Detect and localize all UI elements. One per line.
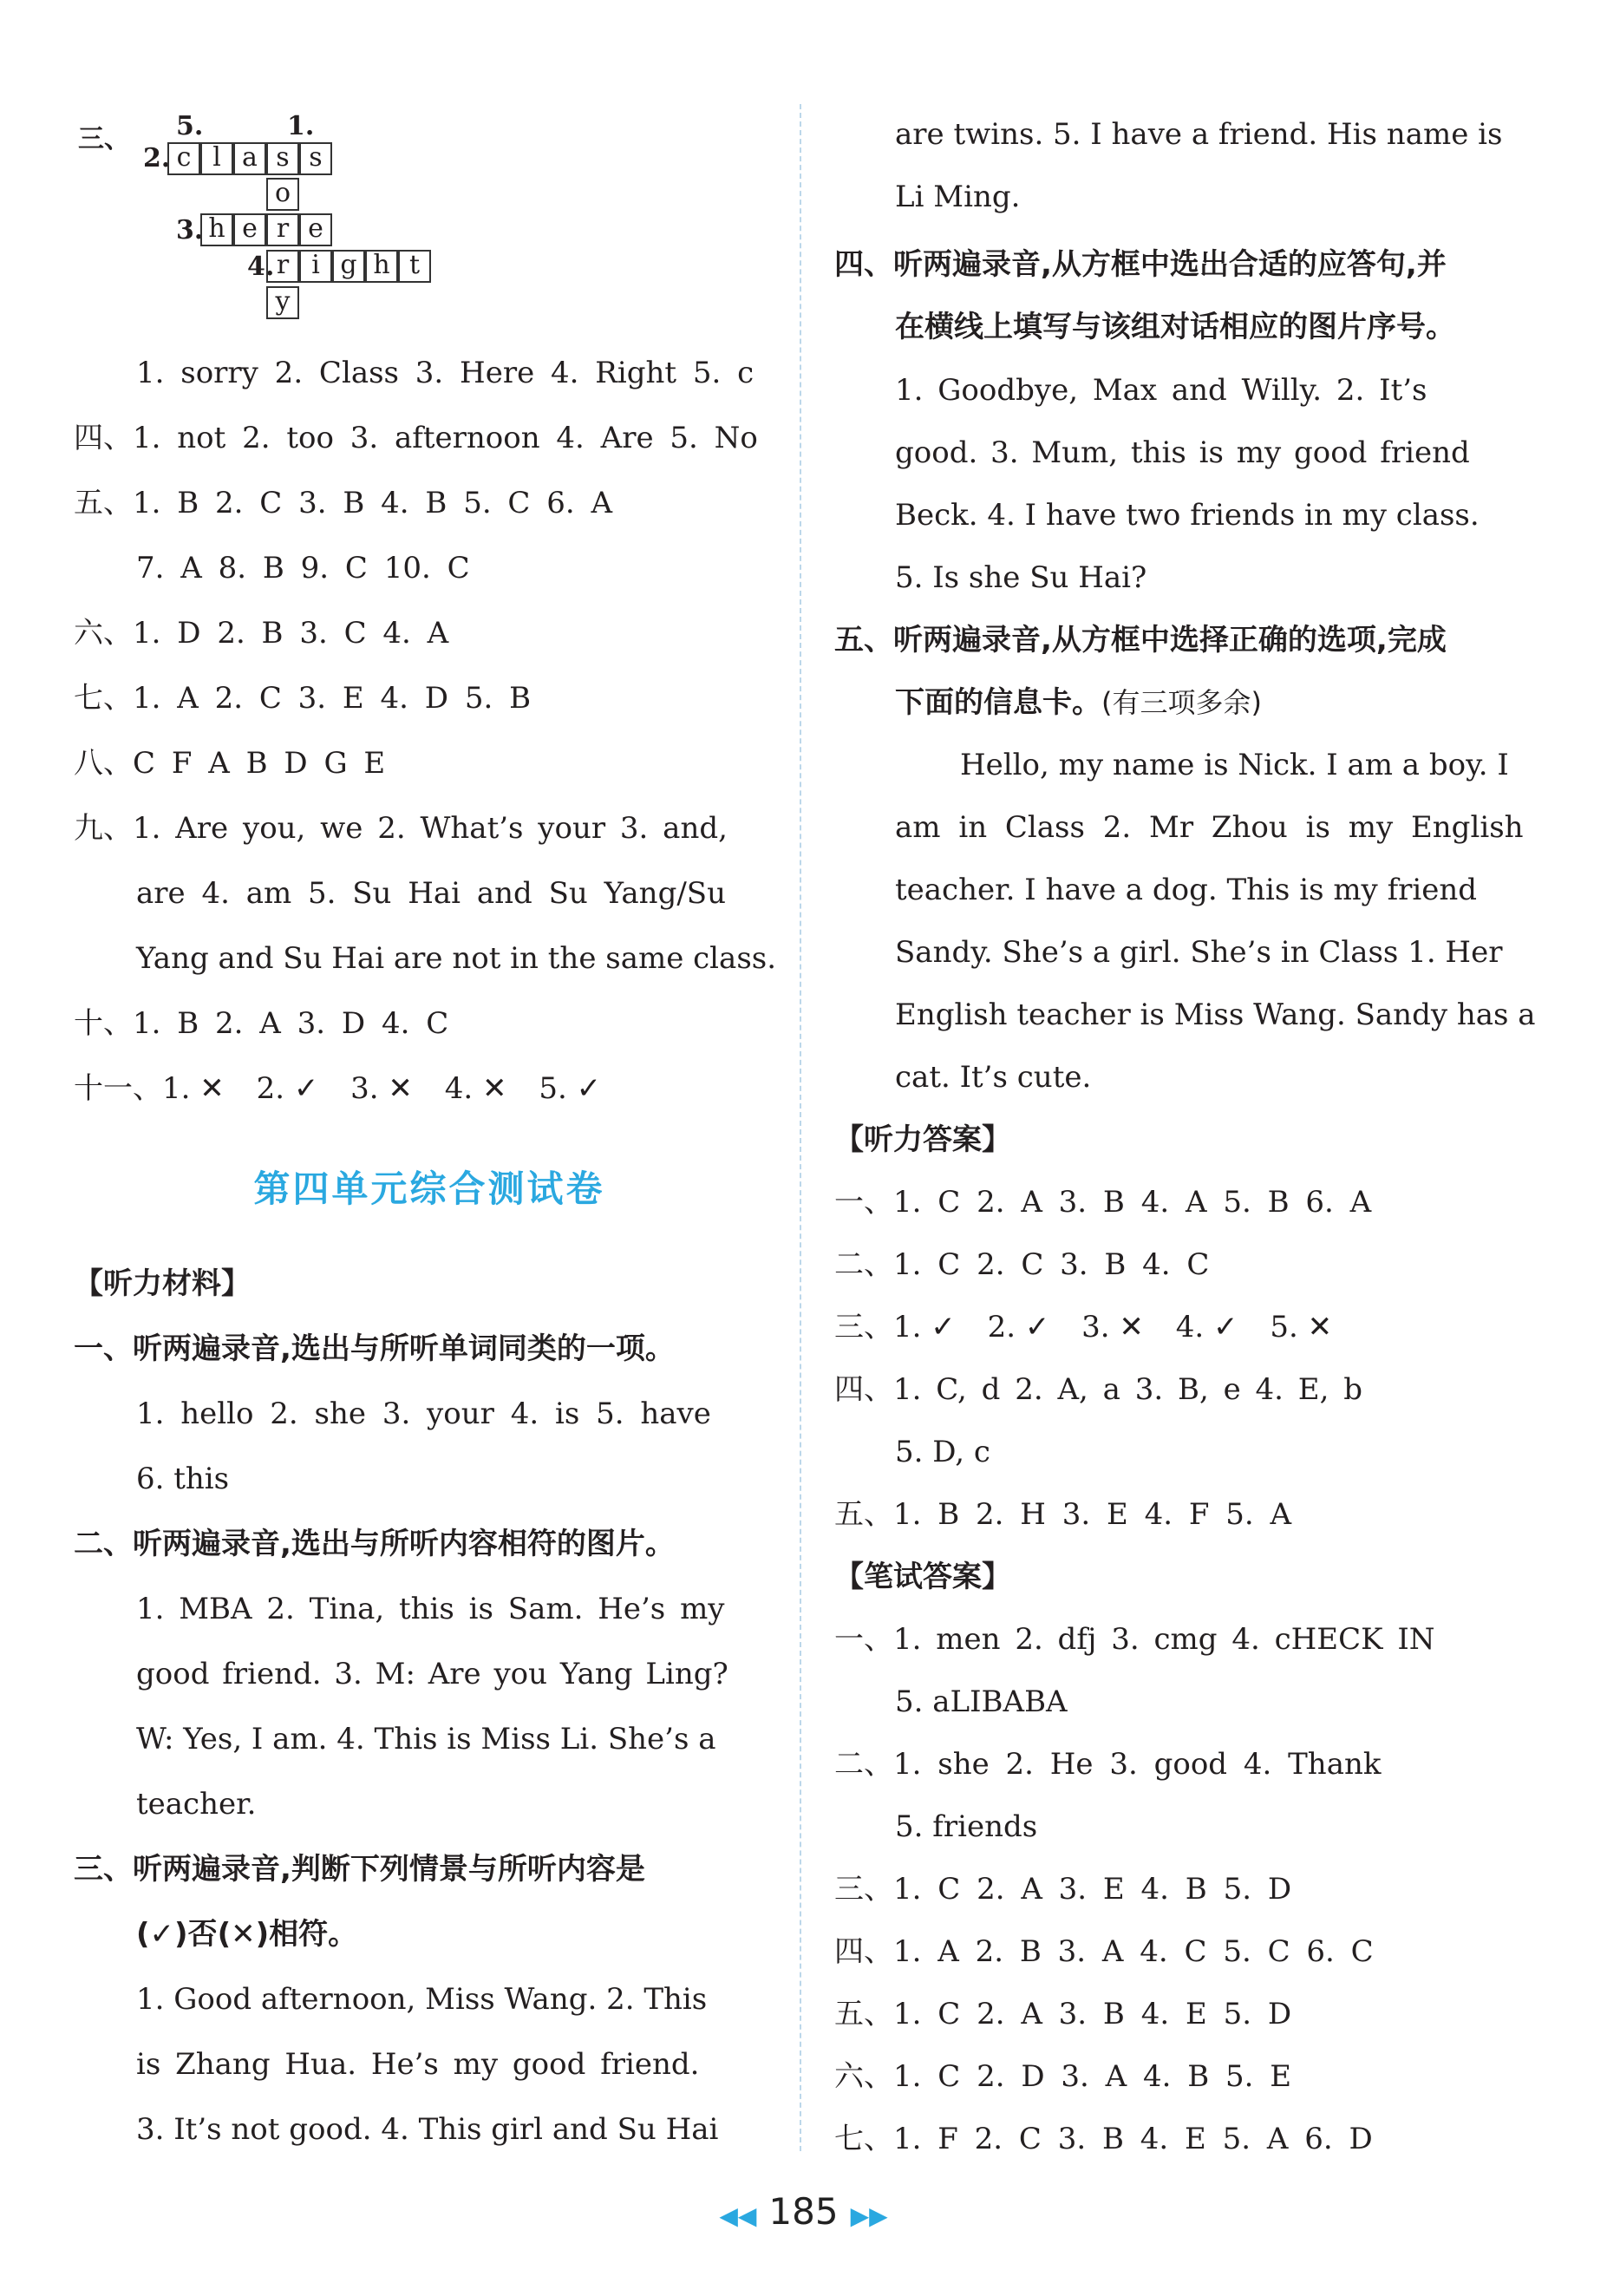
crossword-number-5: 5. (176, 111, 204, 141)
written-answer-6: 六、1. C 2. D 3. A 4. B 5. E (834, 2059, 1292, 2094)
crossword-cell: c (167, 142, 200, 175)
written-answer-4: 四、1. A 2. B 3. A 4. C 5. C 6. C (834, 1934, 1374, 1969)
check-mark: ✓ (931, 1310, 956, 1344)
listening-q2-line1: 1. MBA 2. Tina, this is Sam. He’s my (136, 1592, 725, 1626)
answer-wu-a: 五、1. B 2. C 3. B 4. B 5. C 6. A (74, 486, 613, 520)
answer-jiu-a: 九、1. Are you, we 2. What’s your 3. and, (74, 811, 728, 846)
answer-item: 2. (256, 1071, 285, 1106)
listening-answer-5: 五、1. B 2. H 3. E 4. F 5. A (834, 1497, 1292, 1532)
listening-q5-line1: 五、听两遍录音,从方框中选择正确的选项,完成 (834, 623, 1447, 657)
crossword-cell: l (200, 142, 233, 175)
listening-answer-3 (834, 1308, 1332, 1346)
answer-item: 1. (893, 1310, 922, 1344)
answer-wu-b: 7. A 8. B 9. C 10. C (136, 551, 470, 585)
cross-mark: ✕ (199, 1071, 225, 1106)
crossword-number-3: 3. (176, 215, 204, 245)
crossword-number-1: 1. (287, 111, 315, 141)
listening-answer-1: 一、1. C 2. A 3. B 4. A 5. B 6. A (834, 1185, 1372, 1220)
answer-item: 5. (539, 1071, 567, 1106)
next-page-icon: ▶▶ (850, 2201, 888, 2230)
crossword (74, 0, 594, 330)
written-answer-2-line1: 二、1. she 2. He 3. good 4. Thank (834, 1747, 1382, 1782)
crossword-cell: t (398, 250, 431, 283)
unit-title: 第四单元综合测试卷 (253, 1168, 605, 1210)
listening-q3-line1: 三、听两遍录音,判断下列情景与所听内容是 (74, 1852, 645, 1887)
passage-line: English teacher is Miss Wang. Sandy has a (895, 998, 1536, 1032)
passage-line: teacher. I have a dog. This is my friend (895, 873, 1478, 907)
crossword-cell: e (233, 213, 266, 246)
passage-line: cat. It’s cute. (895, 1060, 1092, 1095)
answer-jiu-c: Yang and Su Hai are not in the same class. (136, 941, 777, 976)
listening-q3-line6: are twins. 5. I have a friend. His name is (895, 117, 1503, 152)
crossword-cell: r (266, 213, 299, 246)
crossword-cell: s (266, 142, 299, 175)
listening-q2: 二、听两遍录音,选出与所听内容相符的图片。 (74, 1527, 675, 1561)
check-mark: ✓ (1213, 1310, 1238, 1344)
crossword-cell: e (299, 213, 332, 246)
check-mark: ✓ (576, 1071, 602, 1106)
answer-liu: 六、1. D 2. B 3. C 4. A (74, 616, 449, 651)
written-answer-5: 五、1. C 2. A 3. B 4. E 5. D (834, 1997, 1292, 2031)
listening-q4-line1: 四、听两遍录音,从方框中选出合适的应答句,并 (834, 247, 1447, 282)
crossword-cell: h (200, 213, 233, 246)
crossword-number-4: 4. (247, 252, 275, 282)
passage-line: Sandy. She’s a girl. She’s in Class 1. Her (895, 935, 1503, 970)
listening-answer-2: 二、1. C 2. C 3. B 4. C (834, 1247, 1210, 1282)
written-answer-7: 七、1. F 2. C 3. B 4. E 5. A 6. D (834, 2122, 1373, 2156)
column-divider (800, 104, 801, 2151)
answer-si: 四、1. not 2. too 3. afternoon 4. Are 5. No (74, 421, 758, 455)
listening-answer-3-prefix: 三、 (834, 1310, 893, 1344)
answer-item: 3. (350, 1071, 379, 1106)
passage-line: am in Class 2. Mr Zhou is my English (895, 810, 1524, 845)
listening-answer-4-line2: 5. D, c (895, 1435, 990, 1469)
answer-item: 3. (1081, 1310, 1110, 1344)
listening-q2-line3: W: Yes, I am. 4. This is Miss Li. She’s a (136, 1722, 716, 1756)
crossword-cell: i (299, 250, 332, 283)
cross-mark: ✕ (482, 1071, 507, 1106)
prev-page-icon: ◀◀ (719, 2201, 757, 2230)
listening-q2-line4: teacher. (136, 1787, 257, 1822)
crossword-cell: h (365, 250, 398, 283)
listening-q5-line2 (895, 684, 1262, 722)
crossword-cell: s (299, 142, 332, 175)
listening-q5-title: 下面的信息卡。 (895, 685, 1101, 720)
crossword-section: 三、 (78, 124, 130, 154)
answer-qi: 七、1. A 2. C 3. E 4. D 5. B (74, 681, 532, 716)
listening-header: 【听力材料】 (74, 1266, 251, 1301)
crossword-number-2: 2. (143, 143, 171, 173)
listening-q4-line4: good. 3. Mum, this is my good friend (895, 435, 1470, 470)
written-answers-header: 【笔试答案】 (834, 1560, 1011, 1594)
page-number: 185 (768, 2190, 839, 2233)
listening-q1: 一、听两遍录音,选出与所听单词同类的一项。 (74, 1331, 675, 1366)
listening-q3-line4: is Zhang Hua. He’s my good friend. (136, 2047, 700, 2082)
written-answer-3: 三、1. C 2. A 3. E 4. B 5. D (834, 1872, 1292, 1907)
listening-q1-line2: 6. this (136, 1462, 230, 1496)
listening-q4-line3: 1. Goodbye, Max and Willy. 2. It’s (895, 373, 1427, 408)
listening-q2-line2: good friend. 3. M: Are you Yang Ling? (136, 1657, 728, 1691)
page-footer (0, 2190, 1607, 2233)
listening-q3-line7: Li Ming. (895, 180, 1021, 214)
crossword-cell: r (266, 250, 299, 283)
cross-mark: ✕ (1119, 1310, 1144, 1344)
written-answer-2-line2: 5. friends (895, 1809, 1038, 1844)
answer-jiu-b: are 4. am 5. Su Hai and Su Yang/Su (136, 876, 726, 911)
crossword-cell: y (266, 286, 299, 319)
listening-q5-note: (有三项多余) (1101, 686, 1262, 719)
passage-line: Hello, my name is Nick. I am a boy. I (960, 748, 1509, 782)
answer-item: 2. (987, 1310, 1016, 1344)
listening-q3-line5: 3. It’s not good. 4. This girl and Su Hai (136, 2112, 719, 2147)
answer-shiyi-prefix: 十一、 (74, 1071, 162, 1106)
crossword-cell: a (233, 142, 266, 175)
answer-ba: 八、C F A B D G E (74, 746, 386, 781)
cross-mark: ✕ (388, 1071, 413, 1106)
answer-shiyi (74, 1070, 601, 1108)
written-answer-1-line2: 5. aLIBABA (895, 1684, 1068, 1719)
answer-shi: 十、1. B 2. A 3. D 4. C (74, 1006, 449, 1041)
listening-q4-line6: 5. Is she Su Hai? (895, 560, 1147, 595)
answer-item: 1. (162, 1071, 191, 1106)
listening-q3-line3: 1. Good afternoon, Miss Wang. 2. This (136, 1982, 708, 2017)
check-mark: ✓ (1024, 1310, 1050, 1344)
listening-answer-4-line1: 四、1. C, d 2. A, a 3. B, e 4. E, b (834, 1372, 1362, 1407)
crossword-cell: g (332, 250, 365, 283)
written-answer-1-line1: 一、1. men 2. dfj 3. cmg 4. cHECK IN (834, 1622, 1435, 1657)
check-mark: ✓ (293, 1071, 319, 1106)
listening-q4-line2: 在横线上填写与该组对话相应的图片序号。 (895, 310, 1455, 344)
cross-mark: ✕ (1307, 1310, 1333, 1344)
listening-q1-line1: 1. hello 2. she 3. your 4. is 5. have (136, 1397, 711, 1431)
listening-answers-header: 【听力答案】 (834, 1122, 1011, 1157)
answer-item: 4. (1175, 1310, 1205, 1344)
answer-item: 4. (444, 1071, 474, 1106)
listening-q3-line2: (✓)否(✕)相符。 (136, 1917, 358, 1952)
answer-san-words: 1. sorry 2. Class 3. Here 4. Right 5. c (136, 356, 755, 390)
answer-item: 5. (1270, 1310, 1298, 1344)
crossword-cell: o (266, 178, 299, 211)
listening-q4-line5: Beck. 4. I have two friends in my class. (895, 498, 1480, 533)
